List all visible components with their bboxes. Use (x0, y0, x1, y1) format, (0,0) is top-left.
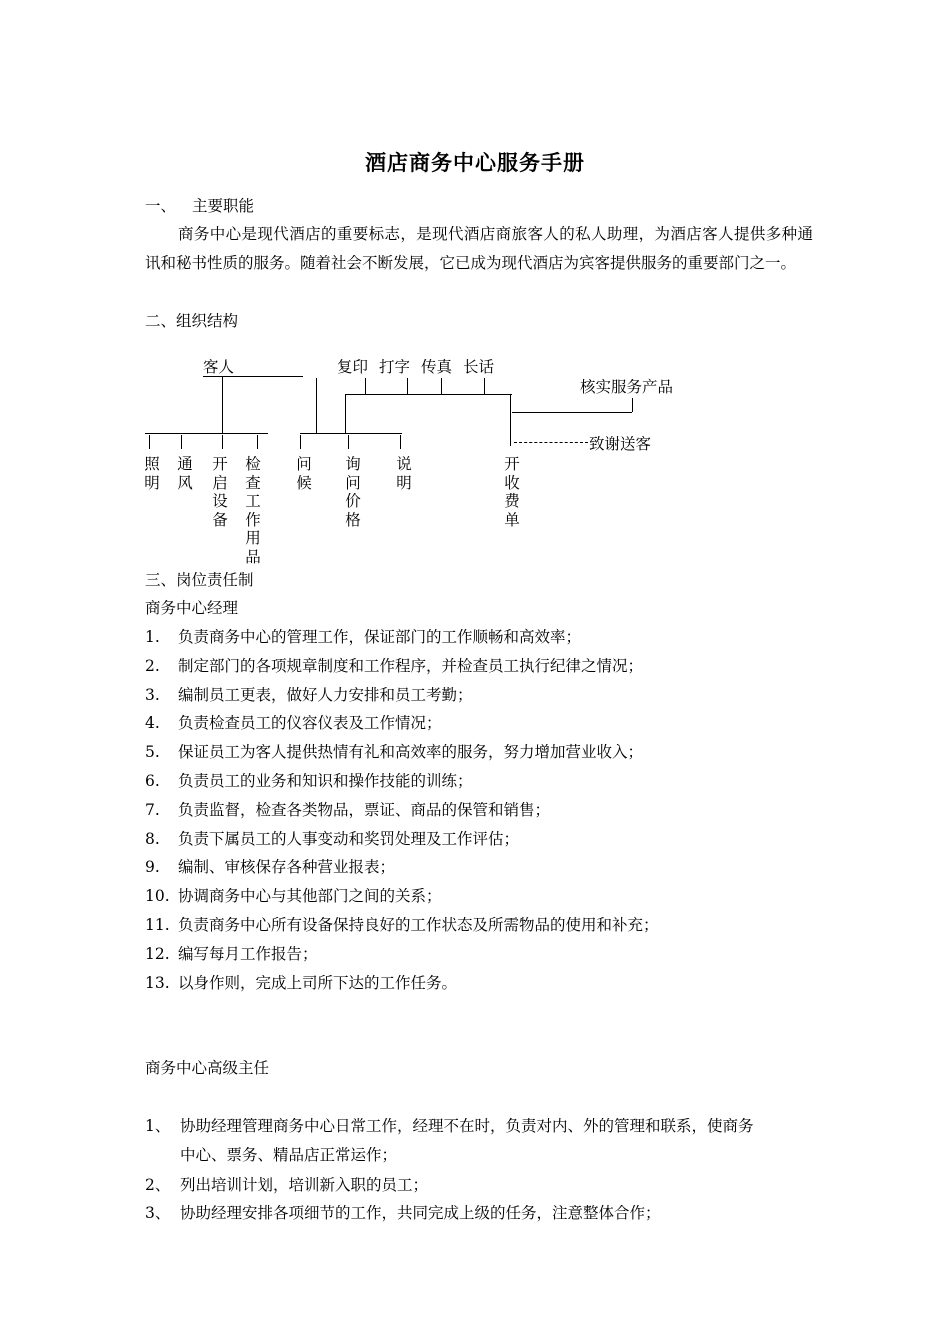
manager-duty-text: 负责商务中心的管理工作，保证部门的工作顺畅和高效率； (178, 628, 582, 646)
manager-duty-num: 1. (145, 628, 160, 646)
org-guest-underline (203, 376, 303, 377)
org-connector (510, 394, 511, 446)
org-tick (632, 398, 633, 412)
manager-duty-item (145, 713, 442, 733)
manager-duty-text: 负责商务中心所有设备保持良好的工作状态及所需物品的使用和补充； (178, 916, 659, 934)
org-service-call: 长话 (463, 358, 495, 376)
manager-duty-num: 5. (145, 743, 160, 762)
org-drop (257, 435, 258, 449)
manager-duty-item (145, 742, 643, 762)
senior-item-1 (145, 1112, 813, 1170)
manager-duty-text: 协调商务中心与其他部门之间的关系； (178, 887, 442, 906)
senior-item-num: 2、 (145, 1176, 171, 1194)
manager-duty-item (145, 857, 395, 877)
section2-heading: 二、组织结构 (145, 312, 239, 330)
manager-duty-text: 制定部门的各项规章制度和工作程序，并检查员工执行纪律之情况； (178, 656, 644, 675)
org-col-start-equipment: 开启设备 (212, 455, 228, 529)
manager-duty-item (145, 915, 659, 935)
manager-duty-num: 9. (145, 858, 160, 877)
section1-heading (145, 196, 254, 216)
manager-duty-num: 8. (145, 829, 160, 848)
manager-duty-text: 负责监督，检查各类物品，票证、商品的保管和销售； (178, 800, 551, 819)
manager-duty-text: 编制、审核保存各种营业报表； (178, 858, 396, 877)
senior-title: 商务中心高级主任 (145, 1059, 270, 1077)
manager-duty-num: 7. (145, 800, 160, 819)
org-service-fax: 传真 (421, 358, 453, 376)
document-title: 酒店商务中心服务手册 (365, 150, 585, 175)
manager-duty-text: 负责检查员工的仪容仪表及工作情况； (178, 714, 442, 733)
manager-duty-text: 以身作则，完成上司所下达的工作任务。 (178, 973, 458, 992)
section1-heading-text: 主要职能 (192, 197, 255, 215)
org-drop (400, 435, 401, 449)
org-branch (145, 433, 268, 434)
manager-duty-text: 保证员工为客人提供热情有礼和高效率的服务，努力增加营业收入； (178, 743, 644, 762)
manager-duty-item (145, 771, 473, 791)
org-col-explain: 说明 (396, 455, 412, 492)
org-service-copy: 复印 (337, 358, 369, 376)
manager-title: 商务中心经理 (145, 599, 239, 617)
org-drop (181, 435, 182, 449)
manager-duty-num: 12. (145, 944, 170, 963)
manager-duty-item (145, 973, 457, 993)
manager-duty-num: 13. (145, 973, 170, 992)
senior-item-3 (145, 1203, 661, 1223)
senior-item-num: 3、 (145, 1204, 171, 1222)
org-drop (300, 435, 301, 449)
org-col-greet: 问候 (296, 455, 312, 492)
manager-duty-num: 6. (145, 772, 160, 790)
section1-heading-num: 一、 (145, 197, 177, 215)
manager-duty-num: 2. (145, 656, 160, 675)
org-col-lighting: 照明 (144, 455, 160, 492)
senior-item-text-cont: 中心、票务、精品店正常运作； (180, 1146, 398, 1164)
manager-duty-num: 10. (145, 887, 170, 906)
manager-duty-item (145, 656, 643, 676)
manager-duty-item (145, 944, 318, 964)
org-service-bar (345, 394, 512, 395)
org-connector (345, 394, 346, 434)
org-tick (441, 378, 442, 394)
manager-duty-text: 负责下属员工的人事变动和奖罚处理及工作评估； (178, 829, 520, 848)
manager-duty-num: 4. (145, 714, 160, 733)
org-thanks: 致谢送客 (589, 435, 652, 453)
manager-duty-item (145, 627, 581, 647)
manager-duty-num: 11. (145, 916, 170, 934)
org-tick (407, 378, 408, 394)
senior-item-text: 协助经理管理商务中心日常工作，经理不在时，负责对内、外的管理和联系，使商务 (180, 1117, 754, 1135)
org-drop (222, 435, 223, 449)
manager-duty-item (145, 829, 519, 849)
org-col-invoice: 开收费单 (504, 455, 520, 529)
senior-item-text: 协助经理安排各项细节的工作，共同完成上级的任务，注意整体合作； (180, 1204, 661, 1222)
org-tick (365, 378, 366, 394)
manager-duty-text: 编制员工更表，做好人力安排和员工考勤； (178, 685, 473, 704)
org-tick (484, 378, 485, 394)
org-drop (149, 435, 150, 449)
org-col-ask-price: 询问价格 (345, 455, 361, 529)
org-verify: 核实服务产品 (580, 378, 674, 396)
org-guest: 客人 (203, 358, 235, 376)
manager-duty-item (145, 685, 473, 705)
senior-item-num: 1、 (145, 1117, 171, 1135)
manager-duty-num: 3. (145, 685, 160, 704)
manager-duty-text: 负责员工的业务和知识和操作技能的训练； (178, 772, 473, 790)
manager-duty-text: 编写每月工作报告； (178, 944, 318, 963)
senior-item-2 (145, 1175, 428, 1195)
section3-heading: 三、岗位责任制 (145, 571, 254, 589)
org-connector (222, 376, 223, 434)
senior-item-text: 列出培训计划，培训新入职的员工； (180, 1176, 429, 1194)
manager-duty-item (145, 886, 442, 906)
org-col-check-supplies: 检查工作用品 (245, 455, 261, 566)
org-branch (300, 433, 402, 434)
org-drop (348, 435, 349, 449)
org-verify-line (512, 412, 632, 413)
org-col-ventilation: 通风 (177, 455, 193, 492)
org-service-typing: 打字 (379, 358, 411, 376)
org-connector (316, 378, 317, 434)
manager-duty-item (145, 800, 550, 820)
section1-body: 商务中心是现代酒店的重要标志，是现代酒店商旅客人的私人助理，为酒店客人提供多种通讯和秘书性质的服务。随着社会不断发展，它已成为现代酒店为宾客提供服务的重要部门之一。 (145, 225, 813, 272)
org-thanks-dash (514, 442, 588, 443)
